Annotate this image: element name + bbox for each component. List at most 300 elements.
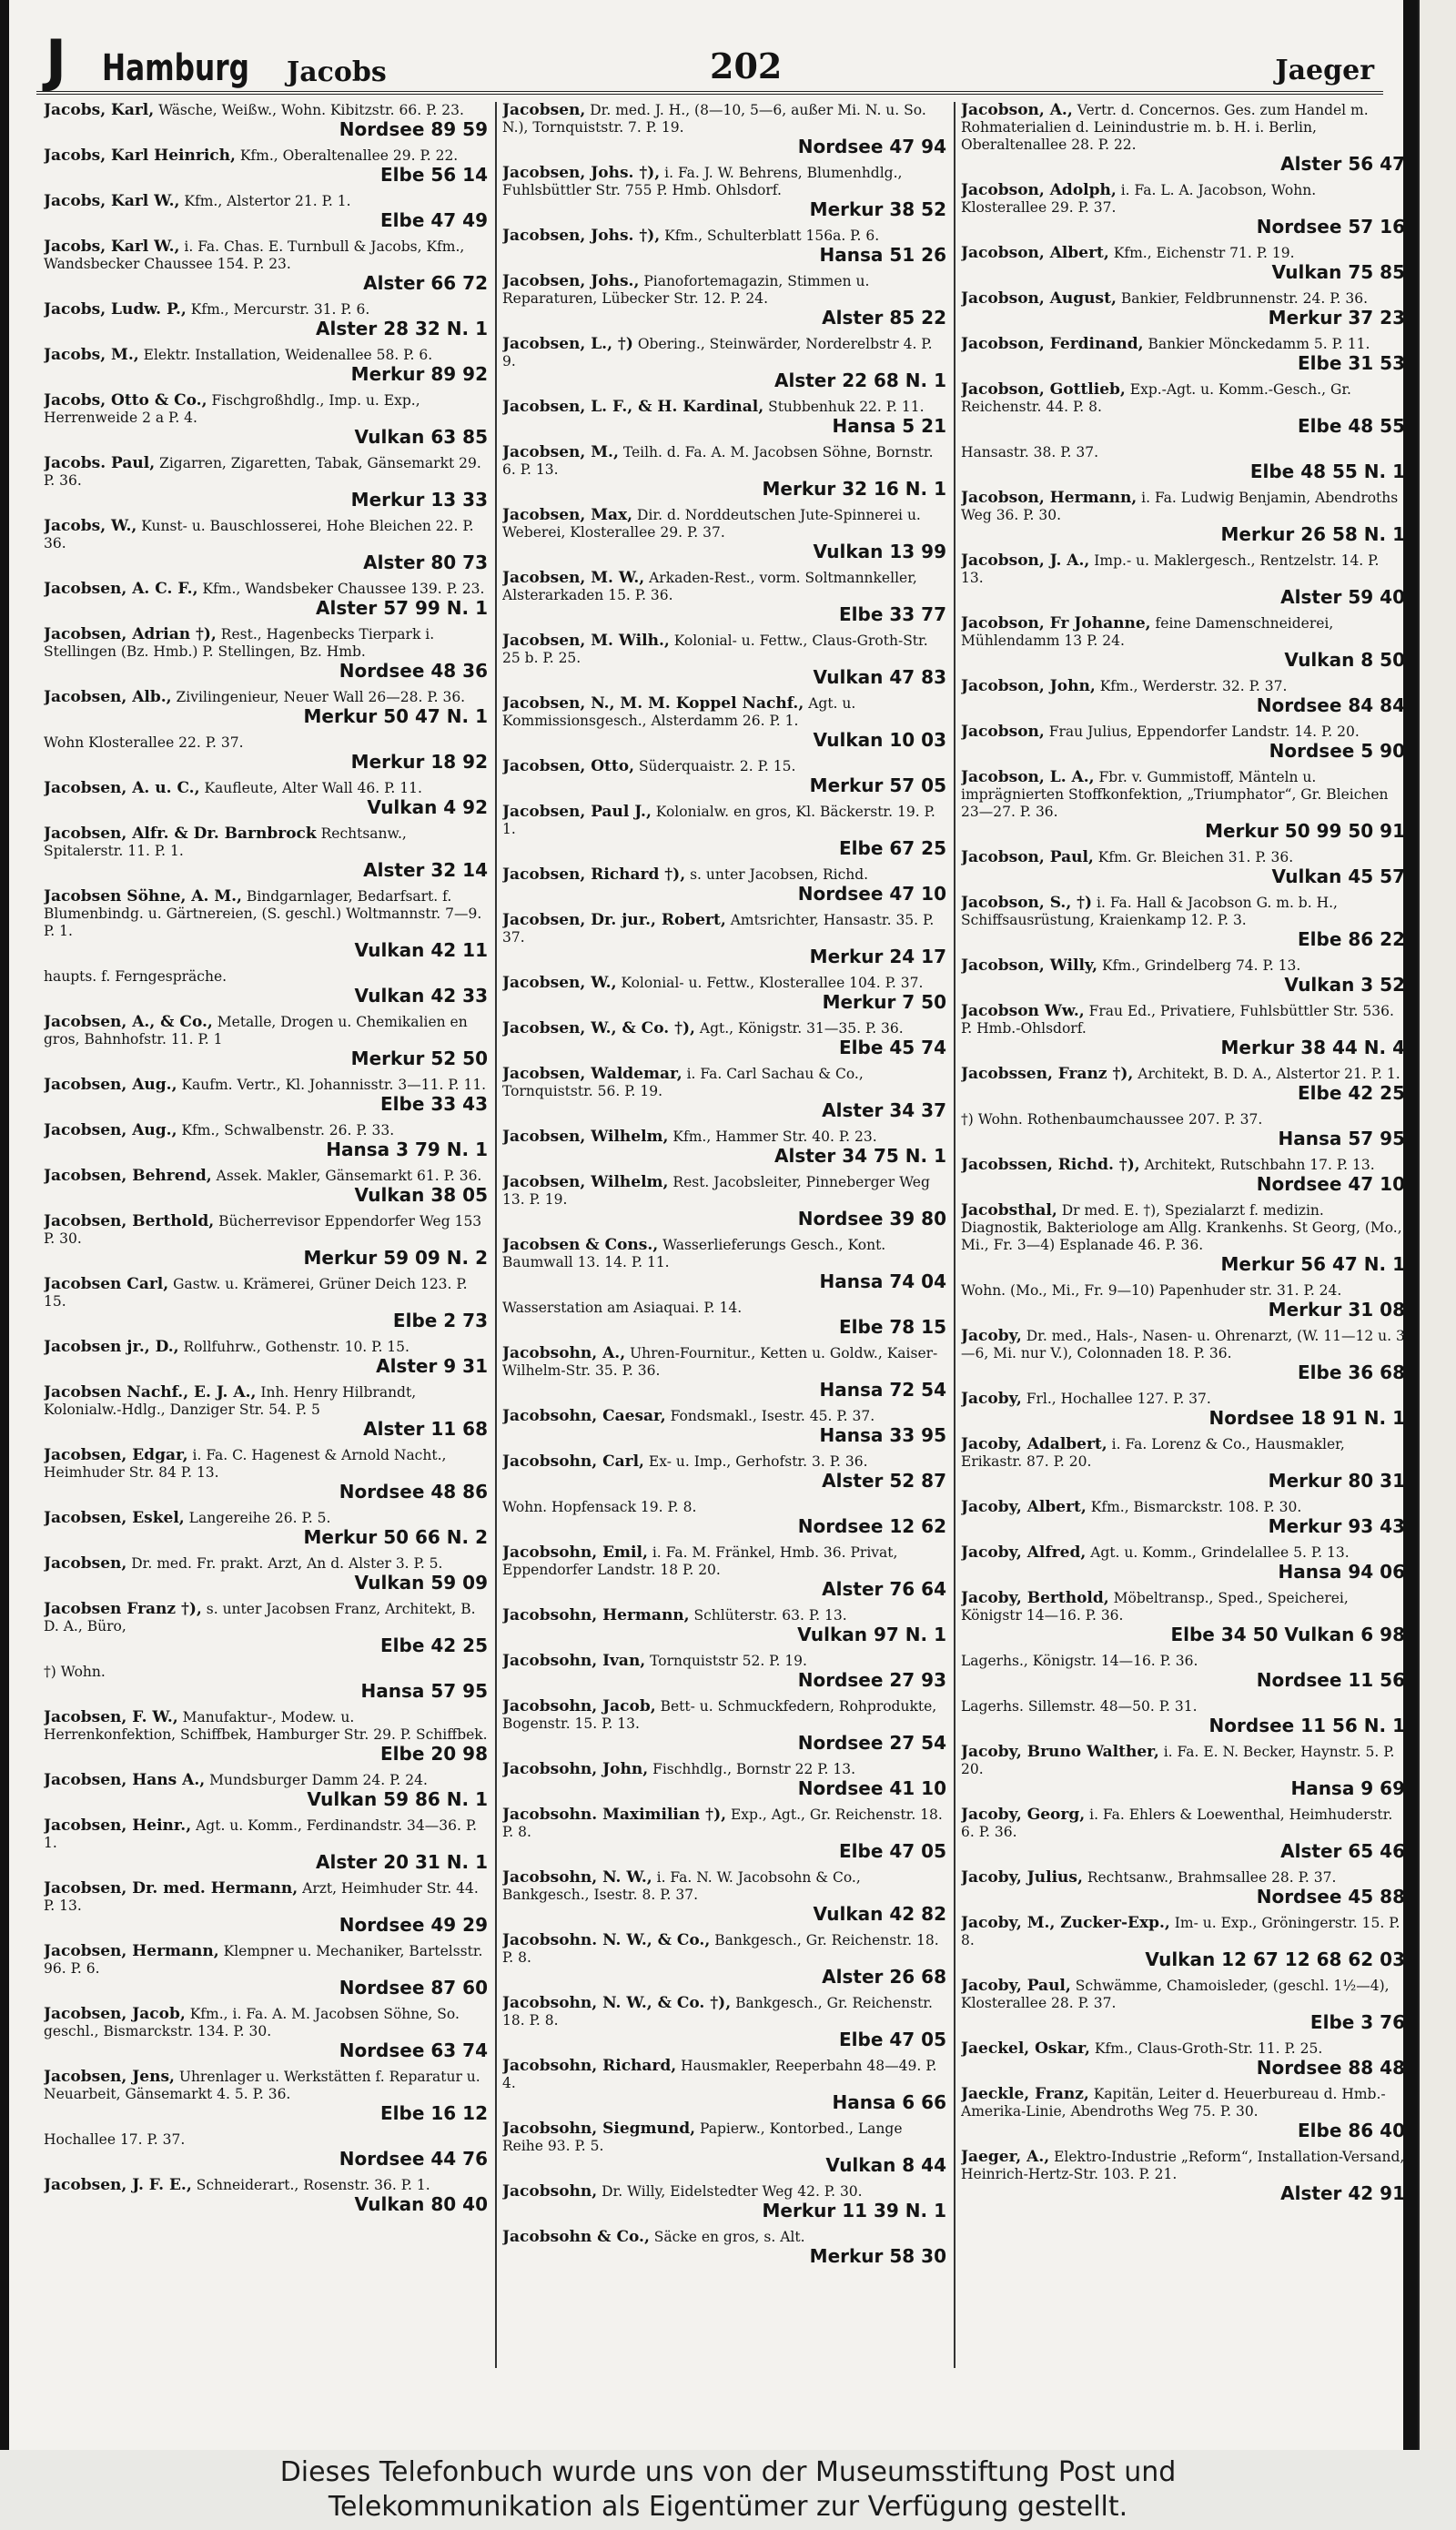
listing-entry — [502, 1128, 946, 1166]
phone-number: Nordsee 11 56 — [1256, 1669, 1405, 1691]
entry-text — [502, 1237, 946, 1271]
entry-text — [961, 957, 1405, 975]
entry-details: Elektro-Industrie „Reform“, Installation-Versand, Heinrich-Hertz-Str. 103. P. 21. — [961, 2149, 1405, 2182]
entry-name: Jacobsohn, Jacob, — [502, 1697, 656, 1715]
phone-number: Vulkan 59 86 N. 1 — [307, 1788, 488, 1810]
listing-entry — [502, 102, 946, 157]
entry-name: Jacobsen, Wilhelm, — [502, 1173, 669, 1191]
entry-text — [44, 1664, 488, 1681]
phone-number: Vulkan 47 83 — [813, 666, 946, 688]
entry-details: i. Fa. C. Hagenest & Arnold Nacht., Heimhuder Str. 84 P. 13. — [44, 1447, 447, 1481]
entry-details: Kaufm. Vertr., Kl. Johannisstr. 3—11. P. 11. — [181, 1077, 487, 1093]
listing-entry — [961, 552, 1405, 607]
entry-text — [502, 2058, 946, 2092]
listing-entry — [961, 2149, 1405, 2203]
phone-number: Nordsee 47 94 — [797, 136, 946, 157]
phone-number: Hansa 6 66 — [832, 2091, 946, 2113]
phone-number: Merkur 52 50 — [350, 1047, 488, 1069]
phone-number: Vulkan 4 92 — [367, 796, 488, 818]
phone-number: Nordsee 12 62 — [797, 1515, 946, 1537]
entry-text — [44, 1077, 488, 1094]
entry-details: Vertr. d. Concernos. Ges. zum Handel m. Rohmaterialien d. Leinindustrie m. b. H. i. Berlin, Oberaltenallee 28. P. 22. — [961, 102, 1369, 153]
phone-number: Alster 28 32 N. 1 — [316, 318, 488, 339]
entry-text — [44, 518, 488, 552]
phone-number: Merkur 50 47 N. 1 — [303, 705, 488, 727]
listing-entry — [44, 2177, 488, 2214]
entry-details: Wasserstation am Asiaquai. P. 14. — [502, 1300, 743, 1316]
entry-name: Jacobsen, Waldemar, — [502, 1065, 682, 1083]
entry-text — [502, 758, 946, 775]
phone-number: Elbe 67 25 — [839, 837, 946, 859]
entry-text — [502, 165, 946, 199]
entry-text — [502, 1806, 946, 1841]
listing-entry — [44, 2006, 488, 2060]
listing-entry — [502, 1020, 946, 1058]
phone-number: Merkur 80 31 — [1268, 1470, 1405, 1492]
listing-entry — [44, 1077, 488, 1114]
entry-details: Kfm., Claus-Groth-Str. 11. P. 25. — [1094, 2040, 1323, 2057]
listing-entry — [502, 1653, 946, 1690]
entry-name: Jacobs, Karl W., — [44, 192, 180, 210]
archive-footer — [0, 2450, 1456, 2530]
entry-details: i. Fa. L. A. Jacobson, Wohn. Klosterallee 29. P. 37. — [961, 182, 1317, 216]
entry-text — [961, 849, 1405, 866]
listing-entry — [44, 1213, 488, 1268]
entry-text — [502, 570, 946, 604]
listing-columns — [44, 102, 1405, 2377]
entry-details: Kfm., Mercurstr. 31. P. 6. — [190, 301, 370, 318]
entry-details: Arkaden-Rest., vorm. Soltmannkeller, Alsterarkaden 15. P. 36. — [502, 570, 917, 603]
listing-entry — [502, 1698, 946, 1753]
last-entry-keyword: Jaeger — [1275, 55, 1374, 86]
entry-details: Kfm., Schulterblatt 156a. P. 6. — [664, 228, 880, 244]
entry-details: Lagerhs. Sillemstr. 48—50. P. 31. — [961, 1698, 1198, 1715]
entry-details: Bankier Mönckedamm 5. P. 11. — [1148, 336, 1370, 352]
entry-text — [961, 1328, 1405, 1362]
entry-name: Jacobsohn, N. W., & Co. †), — [502, 1994, 732, 2012]
phone-number: Elbe 3 76 — [1309, 2011, 1405, 2033]
entry-text — [44, 968, 488, 986]
listing-entry — [961, 1328, 1405, 1382]
listing-entry — [44, 581, 488, 618]
entry-name: Jacobson, Adolph, — [961, 181, 1117, 199]
phone-number: Nordsee 47 10 — [1256, 1173, 1405, 1195]
entry-name: Jacobsohn, A., — [502, 1344, 626, 1362]
entry-details: i. Fa. M. Fränkel, Hmb. 36. Privat, Eppendorfer Landstr. 18 P. 20. — [502, 1544, 898, 1578]
entry-details: Rest. Jacobsleiter, Pinneberger Weg 13. P. 19. — [502, 1174, 930, 1208]
listing-entry — [502, 912, 946, 966]
entry-name: Jacobsen, — [502, 102, 586, 119]
entry-name: Jaeckle, Franz, — [961, 2085, 1089, 2103]
entry-name: Jacoby, Alfred, — [961, 1543, 1087, 1562]
entry-details: Fbr. v. Gummistoff, Mänteln u. imprägnierten Stoffkonfektion, „Triumphator“, Gr. Bleichen 23—27. P. 36. — [961, 769, 1389, 820]
phone-number: Hansa 9 69 — [1290, 1777, 1405, 1799]
phone-number: Alster 42 91 — [1280, 2182, 1405, 2204]
entry-details: Wäsche, Weißw., Wohn. Kibitzstr. 66. P. 23. — [158, 102, 464, 118]
phone-number: Alster 9 31 — [376, 1355, 488, 1377]
listing-entry — [961, 2086, 1405, 2140]
entry-details: Bankgesch., Gr. Reichenstr. 18. P. 8. — [502, 1932, 939, 1966]
listing-entry — [44, 1276, 488, 1331]
phone-number: Hansa 57 95 — [360, 1680, 488, 1702]
entry-text — [44, 193, 488, 210]
listing-entry — [961, 1282, 1405, 1320]
entry-text — [44, 1276, 488, 1311]
entry-details: Pianofortemagazin, Stimmen u. Reparaturen, Lübecker Str. 12. P. 24. — [502, 273, 870, 307]
phone-number: Nordsee 27 93 — [797, 1669, 946, 1691]
phone-number: Elbe 47 05 — [839, 2029, 946, 2050]
entry-text — [44, 238, 488, 273]
listing-entry — [961, 895, 1405, 949]
entry-name: Jacobson, L. A., — [961, 768, 1095, 786]
entry-name: Jacobs, Karl, — [44, 102, 155, 119]
entry-text — [44, 1384, 488, 1419]
entry-text — [44, 1122, 488, 1139]
entry-text — [44, 1880, 488, 1915]
phone-number: Hansa 51 26 — [819, 244, 946, 266]
listing-entry — [502, 165, 946, 219]
entry-text — [961, 381, 1405, 416]
entry-name: Jacobs. Paul, — [44, 454, 156, 472]
phone-number: Elbe 36 68 — [1298, 1361, 1405, 1383]
entry-name: Jacoby, Georg, — [961, 1806, 1086, 1824]
entry-details: Frl., Hochallee 127. P. 37. — [1026, 1391, 1211, 1407]
phone-number: Alster 34 75 N. 1 — [774, 1145, 946, 1167]
entry-details: Kfm., Wandsbeker Chaussee 139. P. 23. — [202, 581, 485, 597]
entry-details: Süderquaistr. 2. P. 15. — [638, 758, 796, 774]
phone-number: Merkur 57 05 — [809, 774, 946, 796]
phone-number: Nordsee 89 59 — [339, 118, 488, 140]
entry-name: Jacobsen jr., D., — [44, 1338, 179, 1356]
entry-text — [961, 769, 1405, 821]
entry-name: Jacoby, Berthold, — [961, 1589, 1109, 1607]
entry-text — [44, 2177, 488, 2194]
listing-entry — [44, 734, 488, 772]
phone-number: Nordsee 5 90 — [1269, 740, 1405, 762]
entry-text — [961, 678, 1405, 695]
entry-text — [44, 2131, 488, 2149]
entry-text — [502, 444, 946, 479]
entry-text — [44, 626, 488, 661]
listing-entry — [961, 1544, 1405, 1582]
listing-entry — [961, 1066, 1405, 1103]
phone-number: Elbe 16 12 — [380, 2102, 488, 2124]
phone-number: Elbe 56 14 — [380, 164, 488, 186]
entry-details: Lagerhs., Königstr. 14—16. P. 36. — [961, 1653, 1198, 1669]
listing-entry — [502, 2058, 946, 2112]
entry-text — [502, 2183, 946, 2201]
entry-name: Jacobsen, Aug., — [44, 1076, 177, 1094]
entry-details: Dr. med. Fr. prakt. Arzt, An d. Alster 3. P. 5. — [131, 1555, 443, 1572]
entry-text — [961, 245, 1405, 262]
listing-entry — [44, 147, 488, 185]
entry-details: Metalle, Drogen u. Chemikalien en gros, Bahnhofstr. 11. P. 1 — [44, 1014, 468, 1047]
entry-details: Bett- u. Schmuckfedern, Rohprodukte, Bogenstr. 15. P. 13. — [502, 1698, 937, 1732]
listing-entry — [961, 182, 1405, 237]
phone-number: Merkur 93 43 — [1268, 1515, 1405, 1537]
phone-number: Merkur 37 23 — [1268, 307, 1405, 329]
listing-entry — [961, 615, 1405, 670]
entry-name: Jacobsen, Jens, — [44, 2068, 175, 2086]
phone-number: Hansa 72 54 — [819, 1379, 946, 1401]
listing-entry — [502, 1544, 946, 1599]
entry-text — [44, 392, 488, 427]
entry-text — [44, 1772, 488, 1789]
entry-details: Kfm., Schwalbenstr. 26. P. 33. — [181, 1122, 395, 1138]
entry-name: Jacobs, Ludw. P., — [44, 300, 187, 319]
listing-entry — [961, 245, 1405, 282]
entry-details: Kfm., Eichenstr 71. P. 19. — [1113, 245, 1295, 261]
phone-number: Hansa 94 06 — [1278, 1561, 1405, 1583]
entry-details: Tornquiststr 52. P. 19. — [650, 1653, 807, 1669]
entry-name: Jacobson, John, — [961, 677, 1096, 695]
listing-entry — [502, 1066, 946, 1120]
entry-details: Fischhdlg., Bornstr 22 P. 13. — [652, 1761, 856, 1777]
entry-name: Jacobsen, W., & Co. †), — [502, 1019, 695, 1037]
phone-number: Merkur 56 47 N. 1 — [1220, 1253, 1405, 1275]
entry-name: Jacobsen, Otto, — [502, 757, 634, 775]
entry-name: Jacobsen, Johs., — [502, 272, 640, 290]
entry-name: Jacobsen, Edgar, — [44, 1446, 188, 1464]
entry-details: Inh. Henry Hilbrandt, Kolonialw.-Hdlg., Danziger Str. 54. P. 5 — [44, 1384, 417, 1418]
phone-number: Merkur 11 39 N. 1 — [762, 2200, 946, 2221]
listing-entry — [44, 102, 488, 139]
listing-entry — [502, 1174, 946, 1229]
entry-text — [44, 1014, 488, 1048]
entry-details: Rest., Hagenbecks Tierpark i. Stellingen (Bz. Hmb.) P. Stellingen, Bz. Hmb. — [44, 626, 435, 660]
entry-details: Dr. med. J. H., (8—10, 5—6, außer Mi. N. u. So. N.), Tornquiststr. 7. P. 19. — [502, 102, 926, 136]
entry-text — [961, 1202, 1405, 1254]
entry-name: Jacobsen, Adrian †), — [44, 625, 217, 643]
entry-text — [961, 1282, 1405, 1300]
phone-number: Elbe 86 22 — [1298, 928, 1405, 950]
phone-number: Nordsee 47 10 — [797, 883, 946, 905]
entry-details: i. Fa. Lorenz & Co., Hausmakler, Erikastr. 87. P. 20. — [961, 1436, 1345, 1470]
entry-name: Jacoby, Adalbert, — [961, 1435, 1107, 1453]
listing-entry — [44, 1122, 488, 1159]
listing-entry — [961, 444, 1405, 481]
entry-details: Kfm., Bismarckstr. 108. P. 30. — [1090, 1499, 1302, 1515]
entry-text — [502, 1932, 946, 1967]
entry-details: Kolonial- u. Fettw., Klosterallee 104. P. 37. — [621, 975, 924, 991]
entry-name: Jacobsohn, Hermann, — [502, 1606, 690, 1624]
entry-details: Fondsmakl., Isestr. 45. P. 37. — [670, 1408, 875, 1424]
phone-number: Hansa 3 79 N. 1 — [326, 1138, 488, 1160]
entry-name: Jacobson, Ferdinand, — [961, 335, 1144, 353]
entry-name: Jacobsen Söhne, A. M., — [44, 887, 242, 906]
city-name: Hamburg — [102, 47, 249, 89]
entry-name: Jacobsen Nachf., E. J. A., — [44, 1383, 257, 1402]
entry-name: Jacobsen & Cons., — [502, 1236, 659, 1254]
phone-number: Merkur 32 16 N. 1 — [762, 478, 946, 500]
listing-entry — [961, 678, 1405, 715]
phone-number: Vulkan 3 52 — [1284, 974, 1405, 996]
entry-text — [44, 147, 488, 165]
page-header — [36, 27, 1383, 95]
listing-entry — [961, 849, 1405, 886]
phone-number: Merkur 26 58 N. 1 — [1220, 523, 1405, 545]
listing-entry — [44, 1943, 488, 1998]
entry-name: Jacobsen, N., M. M. Koppel Nachf., — [502, 694, 804, 713]
phone-number: Merkur 38 44 N. 4 — [1220, 1037, 1405, 1058]
listing-entry — [502, 507, 946, 562]
entry-text — [44, 1213, 488, 1248]
entry-name: Jacobsen, Eskel, — [44, 1509, 185, 1527]
entry-details: Zivilingenieur, Neuer Wall 26—28. P. 36. — [176, 689, 466, 705]
entry-text — [44, 455, 488, 490]
entry-text — [961, 1157, 1405, 1174]
entry-text — [502, 1869, 946, 1904]
entry-details: †) Wohn. — [44, 1664, 106, 1680]
entry-text — [961, 1744, 1405, 1778]
entry-name: Jaeckel, Oskar, — [961, 2039, 1090, 2058]
entry-text — [961, 1066, 1405, 1083]
entry-name: Jacobs, Karl W., — [44, 238, 180, 256]
listing-entry — [44, 689, 488, 726]
phone-number: Merkur 7 50 — [822, 991, 946, 1013]
entry-text — [44, 301, 488, 319]
entry-name: Jacoby, Bruno Walther, — [961, 1743, 1159, 1761]
entry-details: Hochallee 17. P. 37. — [44, 2131, 186, 2148]
listing-entry — [961, 1978, 1405, 2032]
listing-entry — [44, 888, 488, 960]
entry-text — [502, 1544, 946, 1579]
listing-entry — [44, 1555, 488, 1593]
entry-details: Ex- u. Imp., Gerhofstr. 3. P. 36. — [648, 1453, 868, 1470]
next-page-strip — [1418, 0, 1456, 2450]
entry-name: Jacobsen, Hans A., — [44, 1771, 206, 1789]
phone-number: Elbe 86 40 — [1298, 2120, 1405, 2141]
phone-number: Nordsee 57 16 — [1256, 216, 1405, 238]
phone-number: Alster 57 99 N. 1 — [316, 597, 488, 619]
listing-entry — [502, 2183, 946, 2221]
phone-number: Alster 11 68 — [363, 1418, 488, 1440]
listing-entry — [961, 1915, 1405, 1969]
listing-entry — [961, 724, 1405, 761]
listing-entry — [502, 1607, 946, 1644]
phone-number: Elbe 42 25 — [380, 1634, 488, 1656]
entry-text — [961, 895, 1405, 929]
entry-details: Kfm., Werderstr. 32. P. 37. — [1099, 678, 1288, 694]
listing-entry — [961, 490, 1405, 544]
phone-number: Vulkan 42 11 — [354, 939, 488, 961]
listing-entry — [502, 444, 946, 499]
entry-details: Wasserlieferungs Gesch., Kont. Baumwall 13. 14. P. 11. — [502, 1237, 886, 1270]
phone-number: Alster 80 73 — [363, 552, 488, 573]
entry-details: Uhrenlager u. Werkstätten f. Reparatur u. Neuarbeit, Gänsemarkt 4. 5. P. 36. — [44, 2069, 480, 2102]
listing-entry — [961, 1202, 1405, 1274]
phone-number: Alster 85 22 — [822, 307, 946, 329]
phone-number: Alster 22 68 N. 1 — [774, 369, 946, 391]
entry-details: Architekt, Rutschbahn 17. P. 13. — [1144, 1157, 1375, 1173]
entry-text — [961, 615, 1405, 650]
entry-details: Obering., Steinwärder, Norderelbstr 4. P. 9. — [502, 336, 933, 369]
entry-details: Wohn. (Mo., Mi., Fr. 9—10) Papenhuder str. 31. P. 24. — [961, 1282, 1342, 1299]
listing-entry — [961, 1003, 1405, 1058]
entry-text — [44, 581, 488, 598]
entry-name: Jacobsen, Hermann, — [44, 1942, 219, 1960]
entry-name: Jacobson, Paul, — [961, 848, 1094, 866]
entry-text — [961, 1978, 1405, 2012]
entry-name: Jacobsen, Heinr., — [44, 1817, 192, 1835]
entry-details: s. unter Jacobsen, Richd. — [690, 866, 869, 883]
entry-text — [961, 1698, 1405, 1715]
entry-name: Jacobsohn, John, — [502, 1760, 649, 1778]
listing-entry — [44, 347, 488, 384]
entry-details: s. unter Jacobsen Franz, Architekt, B. D. A., Büro, — [44, 1601, 476, 1634]
entry-details: Im- u. Exp., Gröningerstr. 15. P. 8. — [961, 1915, 1400, 1948]
entry-text — [44, 825, 488, 860]
entry-text — [961, 2149, 1405, 2183]
entry-details: Säcke en gros, s. Alt. — [653, 2229, 805, 2245]
entry-name: Jacobson, Fr Johanne, — [961, 614, 1151, 632]
phone-number: Elbe 42 25 — [1298, 1082, 1405, 1104]
entry-text — [502, 1453, 946, 1471]
listing-entry — [961, 1806, 1405, 1861]
entry-name: Jaeger, A., — [961, 2148, 1050, 2166]
phone-number: Nordsee 63 74 — [339, 2039, 488, 2061]
listing-entry — [502, 1237, 946, 1291]
listing-entry — [502, 570, 946, 624]
phone-number: Merkur 89 92 — [350, 363, 488, 385]
phone-number: Alster 56 47 — [1280, 153, 1405, 175]
phone-number: Nordsee 39 80 — [797, 1208, 946, 1230]
entry-text — [961, 182, 1405, 217]
phone-number: Alster 26 68 — [822, 1966, 946, 1988]
entry-text — [961, 1915, 1405, 1949]
entry-text — [502, 399, 946, 416]
phone-number: Vulkan 80 40 — [354, 2193, 488, 2215]
entry-text — [502, 1698, 946, 1733]
entry-details: Kfm., Oberaltenallee 29. P. 22. — [239, 147, 459, 164]
entry-name: Jacobsen Franz †), — [44, 1600, 202, 1618]
entry-details: Frau Julius, Eppendorfer Landstr. 14. P. 20. — [1048, 724, 1360, 740]
entry-details: Kfm., Grindelberg 74. P. 13. — [1102, 957, 1301, 974]
entry-details: Mundsburger Damm 24. P. 24. — [209, 1772, 428, 1788]
entry-name: Jacobsohn, Emil, — [502, 1543, 648, 1562]
entry-details: Bankgesch., Gr. Reichenstr. 18. P. 8. — [502, 1995, 933, 2029]
entry-text — [44, 1601, 488, 1635]
entry-details: Agt. u. Komm., Ferdinandstr. 34—36. P. 1. — [44, 1817, 478, 1851]
entry-text — [502, 1995, 946, 2029]
listing-entry — [961, 1698, 1405, 1736]
phone-number: Elbe 33 77 — [839, 603, 946, 625]
entry-name: Jacobsen, Dr. med. Hermann, — [44, 1879, 298, 1898]
listing-entry — [961, 1590, 1405, 1644]
phone-number: Nordsee 88 48 — [1256, 2057, 1405, 2079]
footer-line-2: Telekommunikation als Eigentümer zur Verfügung gestellt. — [328, 2491, 1128, 2523]
listing-entry — [44, 1601, 488, 1655]
phone-number: Elbe 33 43 — [380, 1093, 488, 1115]
entry-details: Möbeltransp., Sped., Speicherei, Königstr 14—16. P. 36. — [961, 1590, 1349, 1624]
entry-details: Dr med. E. †), Spezialarzt f. medizin. Diagnostik, Bakteriologe am Allg. Krankenhs. St Georg, (Mo., Mi., Fr. 3—4) Esplanade 46. P. 36. — [961, 1202, 1402, 1253]
entry-name: Jacobsohn, Carl, — [502, 1452, 644, 1471]
entry-name: Jacobsen, Alb., — [44, 688, 172, 706]
entry-details: i. Fa. Ludwig Benjamin, Abendroths Weg 36. P. 30. — [961, 490, 1399, 523]
phone-number: Merkur 24 17 — [809, 946, 946, 967]
listing-entry — [961, 1869, 1405, 1907]
entry-text — [961, 1806, 1405, 1841]
entry-details: Agt., Königstr. 31—35. P. 36. — [699, 1020, 904, 1037]
listing-entry — [502, 1869, 946, 1924]
phone-number: Vulkan 10 03 — [813, 729, 946, 751]
listing-entry — [502, 399, 946, 436]
entry-text — [44, 347, 488, 364]
entry-name: Jacobsen, Max, — [502, 506, 633, 524]
entry-text — [961, 1436, 1405, 1471]
entry-name: Jacobsen, F. W., — [44, 1708, 178, 1726]
entry-details: Arzt, Heimhuder Str. 44. P. 13. — [44, 1880, 479, 1914]
